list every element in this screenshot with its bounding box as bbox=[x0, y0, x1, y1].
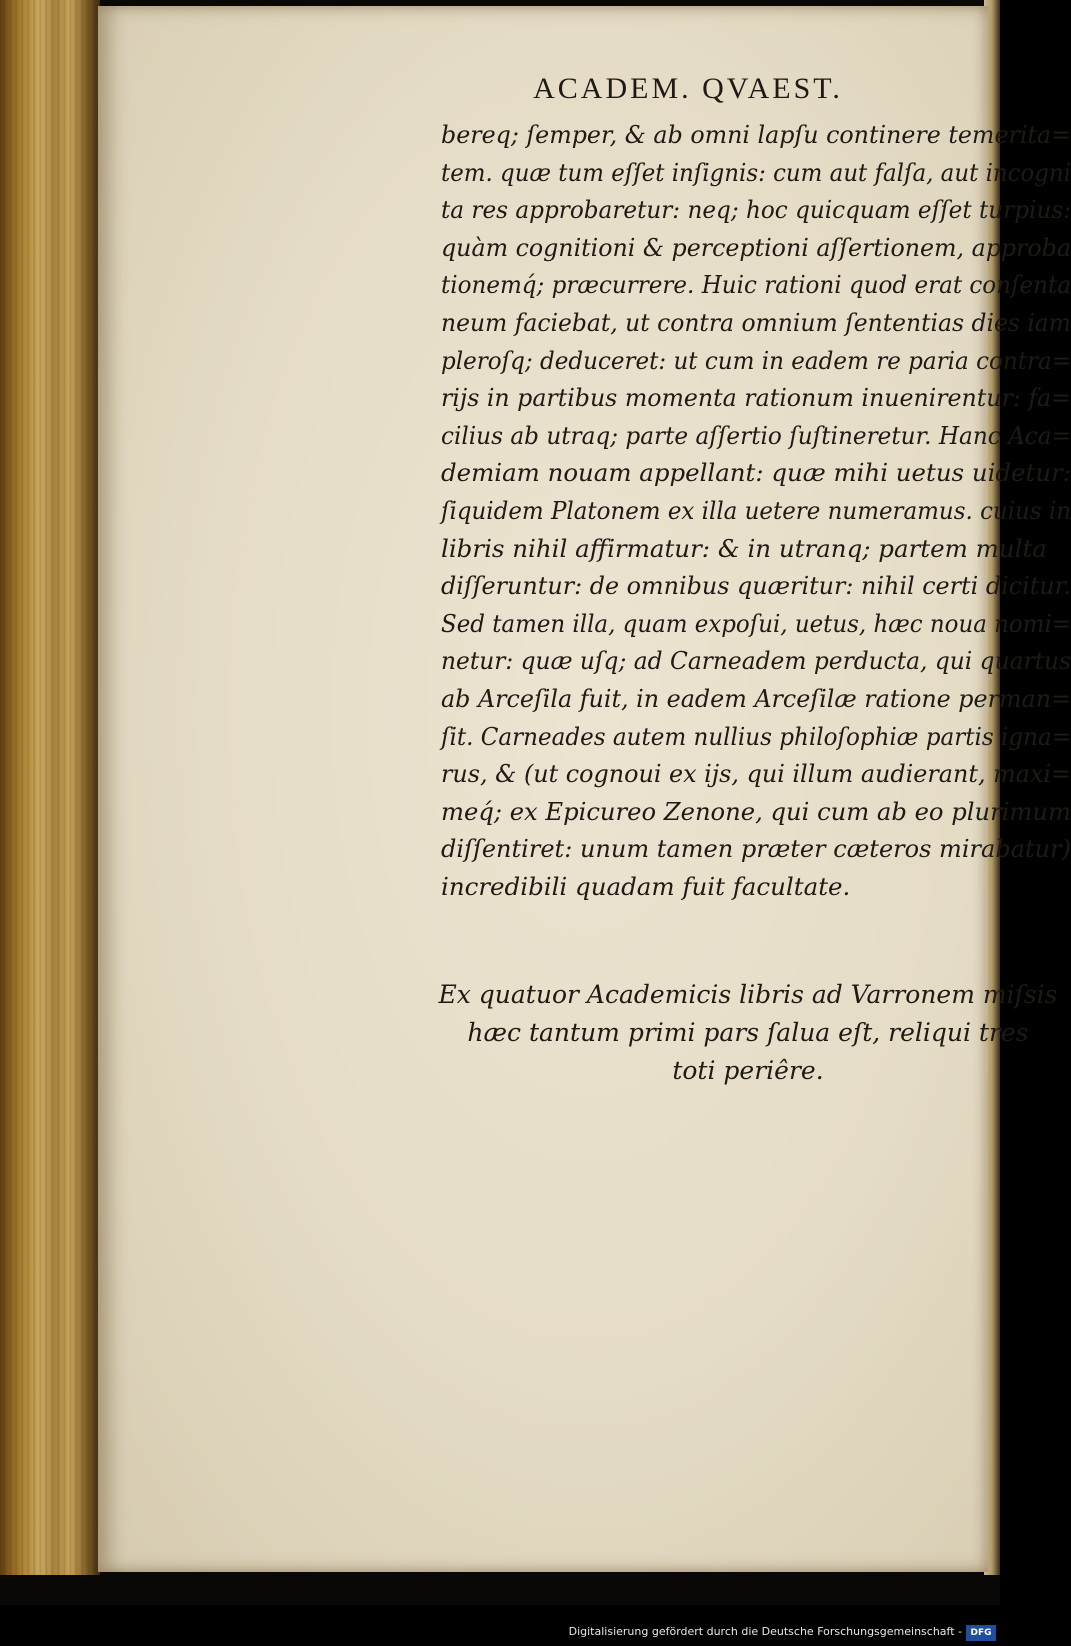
text-line: libris nihil affirmatur: & in utranq; partem multa bbox=[441, 533, 1047, 563]
text-line: quàm cognitioni & perceptioni aſſertionem, approba bbox=[441, 232, 1071, 262]
footer-bar bbox=[0, 1622, 1000, 1646]
text-line: demiam nouam appellant: quæ mihi uetus uidetur: bbox=[441, 458, 1071, 488]
text-line: cilius ab utraq; parte aſſertio ſuſtineretur. Hanc Aca= bbox=[441, 420, 1071, 450]
text-line: rijs in partibus momenta rationum inuenirentur: fa= bbox=[441, 383, 1071, 413]
text-line: ſiquidem Platonem ex illa uetere numeramus. cuius in bbox=[441, 495, 1071, 525]
colophon-line: hæc tantum primi pars ſalua eſt, reliqui tres bbox=[467, 1018, 1029, 1047]
colophon-line: Ex quatuor Academicis libris ad Varronem miſsis bbox=[438, 980, 1058, 1009]
text-line: diſſeruntur: de omnibus quæritur: nihil certi dicitur. bbox=[441, 571, 1071, 601]
text-line: tem. quæ tum eſſet inſignis: cum aut falſa, aut incogni bbox=[441, 157, 1071, 187]
gilt-page-edges bbox=[0, 0, 100, 1575]
colophon-note bbox=[438, 976, 1058, 1090]
dfg-logo-icon: DFG bbox=[966, 1625, 996, 1641]
text-line: Sed tamen illa, quam expoſui, uetus, hæc noua nomi= bbox=[441, 608, 1071, 638]
text-line: meq́; ex Epicureo Zenone, qui cum ab eo plurimum bbox=[441, 796, 1071, 826]
book-page bbox=[98, 6, 1071, 1572]
text-line: rus, & (ut cognoui ex ijs, qui illum audierant, maxi= bbox=[441, 759, 1071, 789]
funding-credit: Digitalisierung gefördert durch die Deutsche Forschungsgemeinschaft - bbox=[568, 1625, 962, 1638]
text-line: ta res approbaretur: neq; hoc quicquam eſſet turpius: bbox=[441, 195, 1071, 225]
text-line: pleroſq; deduceret: ut cum in eadem re paria contra= bbox=[441, 345, 1071, 375]
text-line: diſſentiret: unum tamen præter cæteros mirabatur) bbox=[441, 834, 1071, 864]
main-text bbox=[441, 116, 1071, 905]
running-head: ACADEM. QVAEST. bbox=[533, 72, 843, 105]
text-line: ab Arceſila fuit, in eadem Arceſilæ ratione perman= bbox=[441, 683, 1071, 713]
text-line: neum faciebat, ut contra omnium ſententias dies iam bbox=[441, 307, 1071, 337]
text-line: tionemq́; præcurrere. Huic rationi quod erat conſenta bbox=[441, 270, 1071, 300]
text-line: ſit. Carneades autem nullius philoſophiæ partis igna= bbox=[441, 721, 1071, 751]
text-line: incredibili quadam fuit facultate. bbox=[441, 871, 851, 901]
text-line: bereq; ſemper, & ab omni lapſu continere temerita= bbox=[441, 120, 1071, 149]
colophon-line: toti periêre. bbox=[672, 1056, 824, 1085]
text-line: netur: quæ uſq; ad Carneadem perducta, qui quartus bbox=[441, 646, 1071, 676]
